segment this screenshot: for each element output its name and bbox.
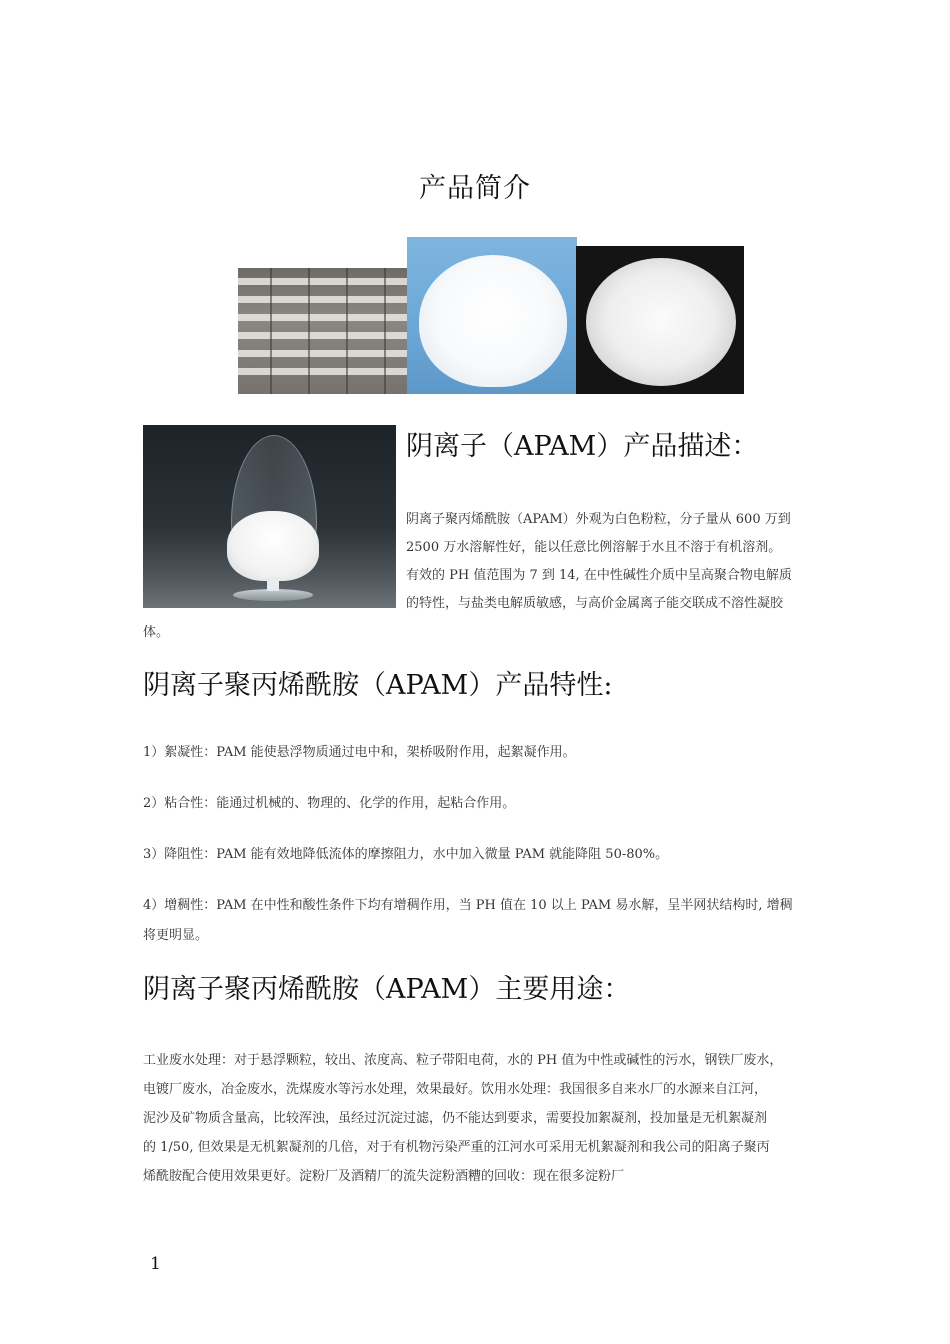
feature-item: 3）降阻性：PAM 能有效地降低流体的摩擦阻力，水中加入微量 PAM 就能降阻 50-80%。 xyxy=(143,847,669,862)
describe-heading: 阴离子（APAM）产品描述： xyxy=(406,431,759,462)
describe-line: 体。 xyxy=(143,625,170,640)
feature-item: 4）增稠性：PAM 在中性和酸性条件下均有增稠作用，当 PH 值在 10 以上 PAM 易水解，呈半网状结构时, 增稠 xyxy=(143,898,793,913)
uses-heading: 阴离子聚丙烯酰胺（APAM）主要用途： xyxy=(143,974,631,1005)
describe-line: 阴离子聚丙烯酰胺（APAM）外观为白色粉粒，分子量从 600 万到 xyxy=(406,512,791,527)
powder-blue-background-photo xyxy=(407,237,577,394)
uses-line: 电镀厂废水，冶金废水，洗煤废水等污水处理，效果最好。饮用水处理：我国很多自来水厂的水源来自江河， xyxy=(143,1082,768,1097)
uses-line: 的 1/50, 但效果是无机絮凝剂的几倍，对于有机物污染严重的江河水可采用无机絮凝剂和我公司的阳离子聚丙 xyxy=(143,1140,770,1155)
feature-item: 1）絮凝性：PAM 能使悬浮物质通过电中和，架桥吸附作用，起絮凝作用。 xyxy=(143,745,576,760)
flask-powder-photo xyxy=(143,425,396,608)
uses-line: 烯酰胺配合使用效果更好。淀粉厂及酒精厂的流失淀粉酒糟的回收：现在很多淀粉厂 xyxy=(143,1169,625,1184)
page-title: 产品简介 xyxy=(419,173,531,204)
uses-line: 工业废水处理：对于悬浮颗粒，较出、浓度高、粒子带阳电荷，水的 PH 值为中性或碱性的污水，钢铁厂废水， xyxy=(143,1053,783,1068)
features-heading: 阴离子聚丙烯酰胺（APAM）产品特性: xyxy=(143,670,613,701)
page-number: 1 xyxy=(150,1254,161,1274)
describe-line: 有效的 PH 值范围为 7 到 14, 在中性碱性介质中呈高聚合物电解质 xyxy=(406,568,792,583)
uses-line: 泥沙及矿物质含量高，比较浑浊，虽经过沉淀过滤，仍不能达到要求，需要投加絮凝剂，投加量是无机絮凝剂 xyxy=(143,1111,768,1126)
powder-dark-background-photo xyxy=(576,246,744,394)
product-bags-photo xyxy=(238,268,408,394)
feature-item: 2）粘合性：能通过机械的、物理的、化学的作用，起粘合作用。 xyxy=(143,796,516,811)
feature-item-continued: 将更明显。 xyxy=(143,928,209,943)
describe-line: 2500 万水溶解性好，能以任意比例溶解于水且不溶于有机溶剂。 xyxy=(406,540,782,555)
describe-line: 的特性，与盐类电解质敏感，与高价金属离子能交联成不溶性凝胶 xyxy=(406,596,784,611)
